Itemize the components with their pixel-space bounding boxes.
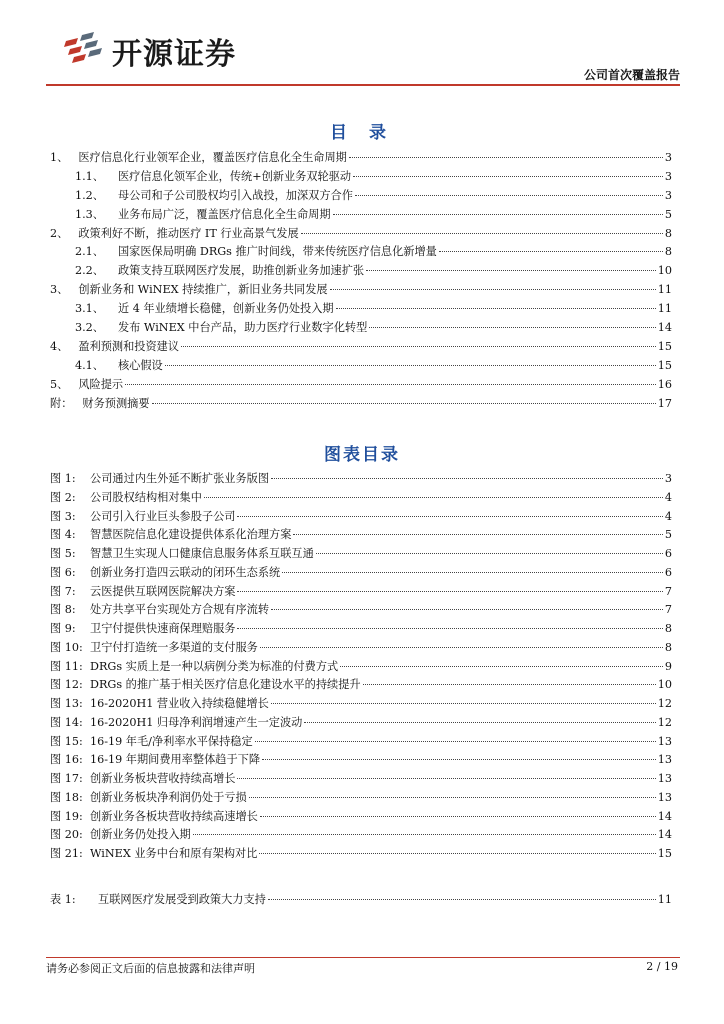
entry-label: 医疗信息化行业领军企业，覆盖医疗信息化全生命周期 [78,151,347,164]
entry-number: 图 11: [50,659,83,673]
entry-label: 财务预测摘要 [82,396,150,410]
entry-number: 1.1、 [75,169,104,183]
dot-leader [237,778,655,779]
dot-leader [330,289,656,290]
entry-number: 图 13: [50,697,83,710]
figure-entry[interactable] [50,789,672,808]
entry-label: 发布 WiNEX 中台产品，助力医疗行业数字化转型 [117,321,368,335]
entry-number: 图 18: [50,790,83,804]
entry-label: 卫宁付提供快速商保理赔服务 [90,622,236,635]
entry-page-number: 4 [664,509,672,523]
entry-label: 核心假设 [117,358,163,372]
entry-number: 图 2: [50,490,76,504]
tables-list [50,891,672,910]
entry-label: 国家医保局明确 DRGs 推广时间线，带来传统医疗信息化新增量 [117,245,437,259]
entry-label: WiNEX 业务中台和原有架构对比 [90,847,258,860]
figure-entry[interactable] [50,601,672,620]
entry-label: 16-2020H1 营业收入持续稳健增长 [90,697,269,710]
dot-leader [363,684,656,685]
toc-entry[interactable] [50,338,672,357]
dot-leader [237,516,662,517]
figure-entry[interactable] [50,695,672,714]
entry-number: 图 8: [50,603,76,617]
dot-leader [237,628,662,629]
entry-number: 2.1、 [75,245,104,259]
dot-leader [271,609,663,610]
entry-page-number: 15 [657,339,672,353]
entry-label: 智慧卫生实现人口健康信息服务体系互联互通 [90,547,314,560]
entry-label: 公司股权结构相对集中 [90,490,202,504]
dot-leader [316,553,663,554]
entry-page-number: 3 [664,472,672,485]
entry-label: 16-2020H1 归母净利润增速产生一定波动 [90,715,303,729]
entry-page-number: 3 [664,151,672,164]
entry-label: 盈利预测和投资建议 [78,339,180,353]
entry-label: 风险提示 [78,377,124,391]
figure-entry[interactable] [50,508,672,527]
figure-entry[interactable] [50,770,672,789]
entry-number: 4、 [50,339,69,353]
toc-title: 目 录 [330,123,394,143]
toc-entry[interactable] [50,319,672,338]
entry-page-number: 14 [657,321,672,335]
dot-leader [260,647,663,648]
entry-page-number: 6 [664,565,672,579]
figure-entry[interactable] [50,714,672,733]
entry-number: 图 7: [50,584,76,598]
dot-leader [336,308,656,309]
toc-list [50,149,672,413]
dot-leader [125,384,656,385]
entry-page-number: 16 [657,377,672,391]
figure-entry[interactable] [50,470,672,489]
entry-page-number: 15 [657,358,672,372]
dot-leader [165,365,656,366]
entry-number: 1、 [50,151,69,164]
entry-page-number: 7 [664,603,672,617]
entry-page-number: 8 [664,622,672,635]
entry-label: 公司通过内生外延不断扩张业务版图 [90,472,270,485]
entry-page-number: 13 [657,753,672,767]
entry-label: DRGs 实质上是一种以病例分类为标准的付费方式 [90,659,339,673]
entry-page-number: 8 [664,245,672,259]
dot-leader [369,327,655,328]
entry-label: 处方共享平台实现处方合规有序流转 [90,603,270,617]
toc-entry[interactable] [50,225,672,244]
entry-number: 图 21: [50,847,83,860]
toc-entry[interactable] [50,149,672,168]
toc-entry[interactable] [50,395,672,414]
entry-page-number: 10 [657,678,672,692]
entry-label: 创新业务板块净利润仍处于亏损 [90,790,247,804]
entry-number: 图 14: [50,715,83,729]
company-name: 开源证券 [112,37,236,72]
entry-page-number: 3 [664,169,672,183]
entry-page-number: 11 [657,302,672,316]
entry-number: 附： [50,396,73,410]
entry-number: 图 17: [50,772,83,785]
entry-page-number: 9 [664,659,672,673]
entry-number: 3.1、 [75,302,104,316]
toc-entry[interactable] [50,281,672,300]
figure-entry[interactable] [50,489,672,508]
dot-leader [262,759,656,760]
figure-entry[interactable] [50,676,672,695]
dot-leader [259,853,655,854]
dot-leader [349,157,663,158]
figure-entry[interactable] [50,545,672,564]
entry-number: 图 12: [50,678,83,692]
dot-leader [271,478,663,479]
entry-label: 公司引入行业巨头参股子公司 [90,509,236,523]
figure-entry[interactable] [50,526,672,545]
dot-leader [193,834,656,835]
dot-leader [439,251,663,252]
entry-number: 1.2、 [75,188,104,202]
entry-page-number: 8 [664,640,672,654]
entry-label: 16-19 年期间费用率整体趋于下降 [90,753,261,767]
dot-leader [304,722,655,723]
entry-page-number: 12 [657,697,672,710]
figure-entry[interactable] [50,564,672,583]
toc-entry[interactable] [50,187,672,206]
entry-page-number: 17 [657,396,672,410]
figure-entry[interactable] [50,583,672,602]
entry-number: 4.1、 [75,358,104,372]
entry-number: 图 3: [50,509,76,523]
figures-list [50,470,672,864]
figure-entry[interactable] [50,751,672,770]
dot-leader [268,899,656,900]
figures-title: 图表目录 [324,445,400,465]
report-type: 公司首次覆盖报告 [583,68,680,82]
entry-page-number: 5 [664,207,672,221]
header-divider [46,84,680,86]
entry-label: 卫宁付打造统一多渠道的支付服务 [90,640,258,654]
dot-leader [255,741,656,742]
entry-label: 母公司和子公司股权均引入战投，加深双方合作 [117,188,353,202]
entry-label: DRGs 的推广基于相关医疗信息化建设水平的持续提升 [90,678,361,692]
entry-page-number: 14 [657,828,672,842]
entry-number: 5、 [50,377,69,391]
entry-number: 图 6: [50,565,76,579]
entry-page-number: 14 [657,809,672,823]
entry-page-number: 6 [664,547,672,560]
entry-number: 1.3、 [75,207,104,221]
dot-leader [181,346,656,347]
toc-entry[interactable] [50,168,672,187]
entry-label: 16-19 年毛/净利率水平保持稳定 [90,734,253,748]
dot-leader [249,797,656,798]
toc-entry[interactable] [50,206,672,225]
entry-label: 创新业务各板块营收持续高速增长 [90,809,258,823]
entry-number: 图 16: [50,753,83,767]
entry-number: 3.2、 [75,321,104,335]
dot-leader [282,572,663,573]
entry-page-number: 12 [657,715,672,729]
entry-label: 医疗信息化领军企业，传统+创新业务双轮驱动 [117,169,352,183]
page-indicator: 2 / 19 [646,960,678,973]
company-logo [60,25,260,72]
dot-leader [301,233,663,234]
dot-leader [293,534,662,535]
entry-number: 图 15: [50,734,83,748]
entry-number: 图 19: [50,809,83,823]
entry-label: 云医提供互联网医院解决方案 [90,584,236,598]
dot-leader [353,176,663,177]
entry-page-number: 3 [664,188,672,202]
entry-label: 创新业务板块营收持续高增长 [90,772,236,785]
entry-label: 创新业务仍处投入期 [90,828,191,842]
toc-entry[interactable] [50,300,672,319]
dot-leader [152,403,656,404]
entry-page-number: 15 [657,847,672,860]
toc-entry[interactable] [50,357,672,376]
entry-label: 互联网医疗发展受到政策大力支持 [98,893,266,906]
figure-entry[interactable] [50,733,672,752]
toc-entry[interactable] [50,243,672,262]
entry-page-number: 4 [664,490,672,504]
entry-page-number: 11 [657,283,672,297]
entry-label: 创新业务打造四云联动的闭环生态系统 [90,565,281,579]
toc-entry[interactable] [50,262,672,281]
entry-label: 智慧医院信息化建设提供体系化治理方案 [90,528,292,542]
toc-entry[interactable] [50,376,672,395]
entry-page-number: 5 [664,528,672,542]
entry-label: 近 4 年业绩增长稳健，创新业务仍处投入期 [117,302,334,316]
entry-page-number: 13 [657,772,672,785]
entry-label: 政策支持互联网医疗发展，助推创新业务加速扩张 [117,264,365,278]
dot-leader [204,497,663,498]
entry-number: 2、 [50,226,69,240]
entry-page-number: 13 [657,790,672,804]
dot-leader [237,591,662,592]
entry-label: 政策利好不断，推动医疗 IT 行业高景气发展 [78,226,299,240]
figure-entry[interactable] [50,620,672,639]
entry-page-number: 8 [664,226,672,240]
figure-entry[interactable] [50,639,672,658]
entry-page-number: 10 [657,264,672,278]
dot-leader [340,666,663,667]
dot-leader [333,214,663,215]
dot-leader [271,703,656,704]
entry-number: 图 1: [50,472,76,485]
dot-leader [355,195,663,196]
page-header [0,0,724,90]
entry-number: 表 1: [50,893,76,906]
entry-page-number: 11 [657,893,672,906]
entry-page-number: 7 [664,584,672,598]
footer-disclaimer: 请务必参阅正文后面的信息披露和法律声明 [46,962,255,975]
entry-number: 图 9: [50,622,76,635]
entry-number: 图 5: [50,547,76,560]
figure-entry[interactable] [50,658,672,677]
footer-divider [46,957,680,958]
entry-page-number: 13 [657,734,672,748]
entry-number: 图 20: [50,828,83,842]
entry-label: 业务布局广泛，覆盖医疗信息化全生命周期 [117,207,331,221]
figure-entry[interactable] [50,808,672,827]
dot-leader [260,816,656,817]
entry-number: 3、 [50,283,69,297]
logo-mark-icon [60,25,108,69]
figure-entry[interactable] [50,845,672,864]
figure-entry[interactable] [50,826,672,845]
entry-number: 图 10: [50,640,83,654]
entry-number: 2.2、 [75,264,104,278]
dot-leader [366,270,656,271]
table-entry[interactable] [50,891,672,910]
entry-number: 图 4: [50,528,76,542]
entry-label: 创新业务和 WiNEX 持续推广，新旧业务共同发展 [78,283,328,297]
